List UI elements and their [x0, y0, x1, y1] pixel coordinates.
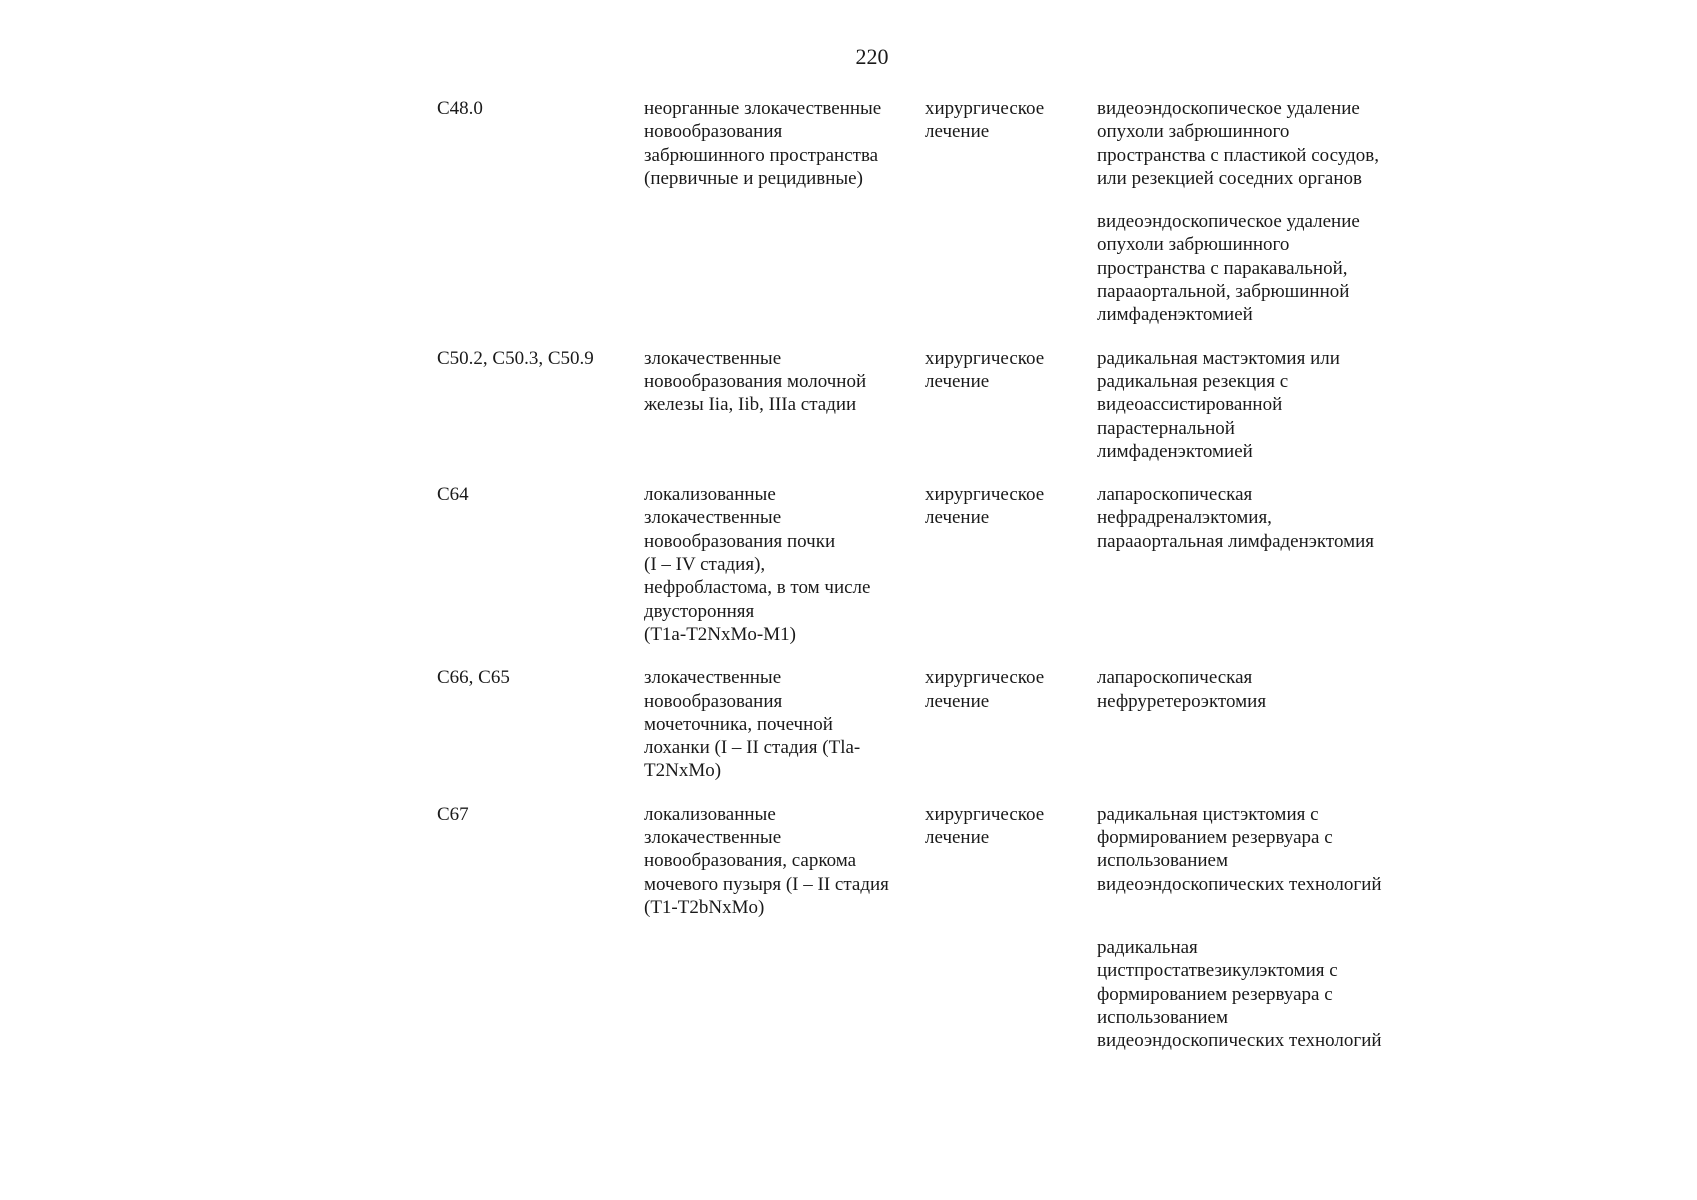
icd-code-cell: C50.2, C50.3, C50.9 — [437, 347, 594, 369]
diagnosis-cell: злокачественные новообразования молочной железы Iia, Iib, IIIa стадии — [644, 347, 867, 416]
treatment-table — [437, 97, 1447, 1052]
treatment-method: лапароскопическая нефрадреналэктомия, парааортальная лимфаденэктомия — [1097, 484, 1375, 552]
treatment-method-cell — [1097, 803, 1427, 1053]
table-row — [437, 803, 1447, 1053]
treatment-type-cell: хирургическое лечение — [925, 667, 1045, 712]
treatment-method: радикальная мастэктомия или радикальная резекция с видеоассистированной парастернальной лимфаденэктомией — [1097, 347, 1340, 462]
diagnosis-cell: злокачественные новообразования мочеточника, почечной лоханки (I – II стадия (Tla- T2NxMo) — [644, 667, 861, 782]
diagnosis-cell: локализованные злокачественные новообразования, саркома мочевого пузыря (I – II стадия (T1-T2bNxMo) — [644, 803, 889, 918]
treatment-method: радикальная цистэктомия с формированием резервуара с использованием видеоэндоскопических технологий — [1097, 803, 1382, 895]
treatment-type-cell: хирургическое лечение — [925, 484, 1045, 529]
treatment-method-cell — [1097, 347, 1427, 463]
treatment-type-cell: хирургическое лечение — [925, 98, 1045, 143]
treatment-method: радикальная цистпростатвезикулэктомия с формированием резервуара с использованием видеоэндоскопических технологий — [1097, 936, 1382, 1052]
page-number: 220 — [855, 44, 889, 69]
diagnosis-cell: локализованные злокачественные новообразования почки (I – IV стадия), нефробластома, в том числе двусторонняя (T1a-T2NxMo-M1) — [644, 484, 871, 645]
icd-code-cell: C64 — [437, 484, 469, 506]
table-row — [437, 347, 1447, 463]
table-row — [437, 97, 1447, 327]
treatment-method: видеоэндоскопическое удаление опухоли забрюшинного пространства с паракавальной, парааортальной, забрюшинной лимфаденэктомией — [1097, 211, 1360, 326]
treatment-method: лапароскопическая нефруретероэктомия — [1097, 667, 1267, 712]
table-row — [437, 483, 1447, 646]
icd-code-cell: C48.0 — [437, 98, 483, 119]
icd-code-cell: C66, C65 — [437, 667, 510, 689]
treatment-type-cell: хирургическое лечение — [925, 347, 1045, 392]
table-row — [437, 666, 1447, 782]
diagnosis-cell: неорганные злокачественные новообразования забрюшинного пространства (первичные и рецидивные) — [644, 98, 882, 189]
treatment-method: видеоэндоскопическое удаление опухоли забрюшинного пространства с пластикой сосудов, или резекцией соседних органов — [1097, 98, 1379, 189]
treatment-type-cell: хирургическое лечение — [925, 803, 1045, 849]
treatment-method-cell — [1097, 483, 1427, 553]
icd-code-cell: C67 — [437, 803, 469, 825]
treatment-method-cell — [1097, 666, 1427, 713]
treatment-method-cell — [1097, 97, 1427, 327]
